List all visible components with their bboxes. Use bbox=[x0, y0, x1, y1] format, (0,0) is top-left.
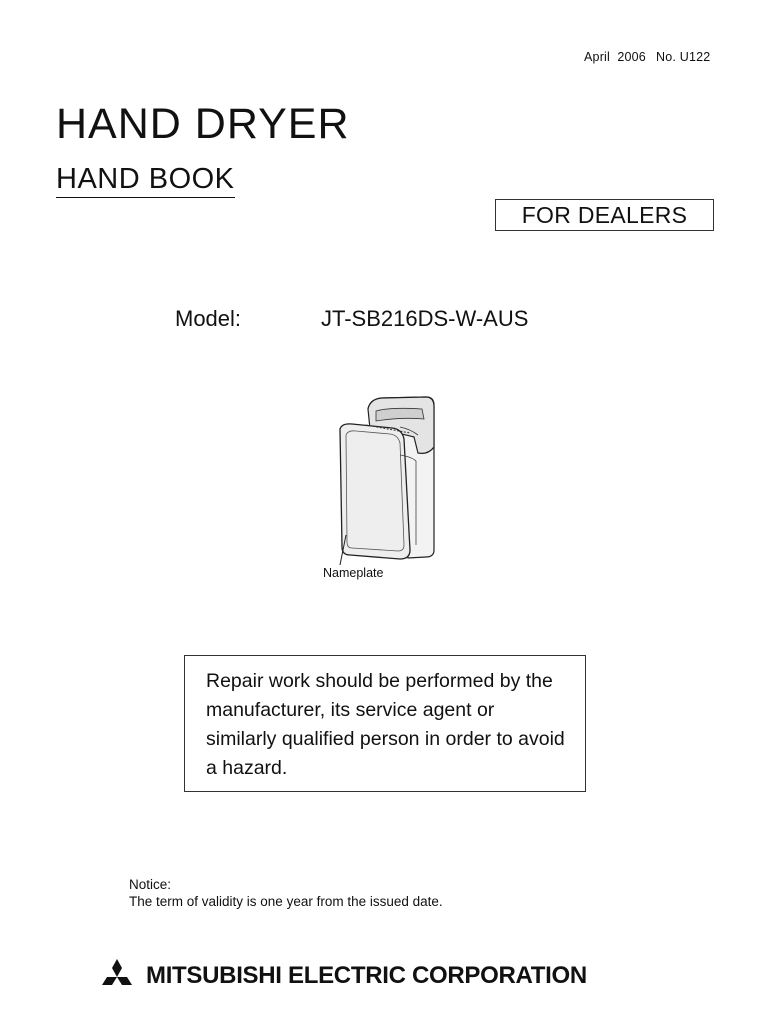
document-number: No. U122 bbox=[656, 50, 711, 64]
three-diamonds-logo-icon bbox=[96, 959, 138, 993]
notice-text: The term of validity is one year from the issued date. bbox=[129, 894, 443, 909]
notice-heading: Notice: bbox=[129, 877, 172, 892]
model-number: JT-SB216DS-W-AUS bbox=[321, 306, 529, 331]
notice-block bbox=[129, 876, 443, 910]
document-title: HAND DRYER bbox=[56, 100, 350, 148]
audience-box bbox=[495, 199, 714, 231]
warning-box bbox=[184, 655, 586, 792]
document-subtitle: HAND BOOK bbox=[56, 163, 235, 198]
warning-text: Repair work should be performed by the manufacturer, its service agent or similarly qualified person in order to avoid a hazard. bbox=[206, 670, 565, 779]
hand-dryer-illustration bbox=[330, 395, 440, 570]
issue-date: April 2006 bbox=[584, 50, 646, 64]
company-name: MITSUBISHI ELECTRIC CORPORATION bbox=[146, 962, 587, 989]
model-label: Model: bbox=[175, 306, 242, 331]
company-footer bbox=[96, 959, 587, 993]
nameplate-callout: Nameplate bbox=[323, 566, 384, 580]
audience-label: FOR DEALERS bbox=[521, 201, 688, 228]
